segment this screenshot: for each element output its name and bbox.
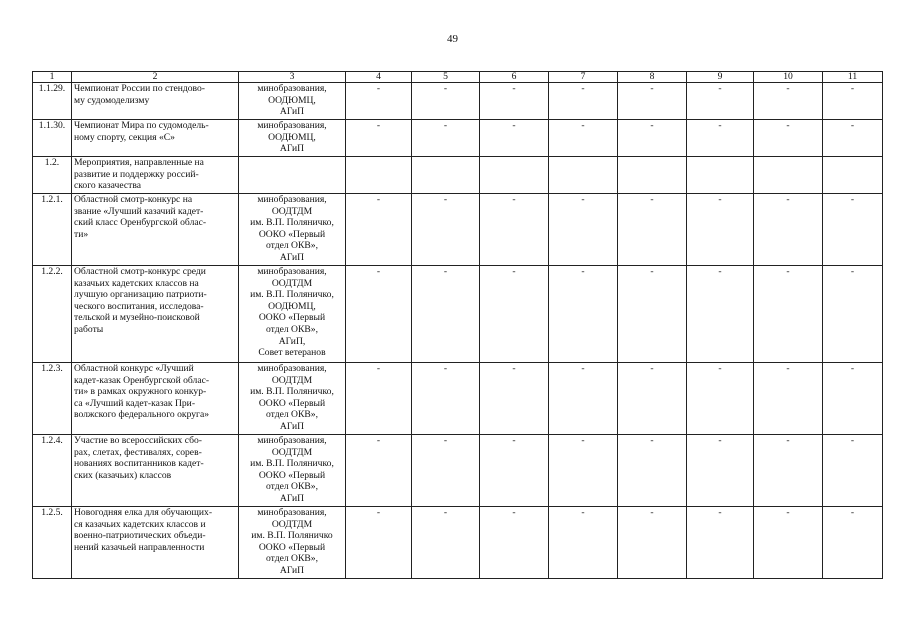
executor-line: ООДЮМЦ, <box>268 300 316 312</box>
funding-cell <box>754 157 823 194</box>
executor-line: отдел ОКВ», <box>266 481 318 493</box>
funding-cell: - <box>823 266 883 363</box>
executors <box>239 435 346 507</box>
executor-line: Совет ветеранов <box>258 347 326 359</box>
funding-cell: - <box>687 435 754 507</box>
funding-cell <box>480 157 549 194</box>
column-header: 1 <box>33 72 72 83</box>
funding-cell: - <box>480 363 549 435</box>
row-number: 1.2.2. <box>33 266 72 363</box>
executor-line: минобразования, <box>257 120 327 131</box>
funding-cell: - <box>346 266 412 363</box>
description-line: Чемпионат Мира по судомодель- <box>74 120 209 131</box>
executor-line: ООКО «Первый <box>258 397 326 409</box>
executor-line: им. В.П. Поляничко, <box>250 217 334 229</box>
column-header: 2 <box>72 72 239 83</box>
description-line: ческого воспитания, исследова- <box>74 300 204 312</box>
executor-line: АГиП <box>279 492 305 504</box>
funding-cell <box>823 157 883 194</box>
funding-cell: - <box>412 266 480 363</box>
description-line: нений казачьей направленности <box>74 541 205 553</box>
header-row <box>33 72 883 83</box>
event-description <box>72 266 239 363</box>
funding-cell: - <box>754 363 823 435</box>
table-row <box>33 266 883 363</box>
description-line: тельской и музейно-поисковой <box>74 312 200 324</box>
funding-cell: - <box>823 120 883 157</box>
funding-cell: - <box>823 435 883 507</box>
funding-cell: - <box>412 507 480 579</box>
description-line: Областной смотр-конкурс среди <box>74 266 206 277</box>
funding-cell: - <box>549 83 618 120</box>
funding-cell: - <box>346 120 412 157</box>
funding-cell: - <box>754 266 823 363</box>
funding-cell: - <box>687 507 754 579</box>
description-line: работы <box>74 323 104 335</box>
row-number: 1.1.29. <box>33 83 72 120</box>
description-line: му судомоделизму <box>74 94 150 106</box>
funding-cell: - <box>687 120 754 157</box>
funding-cell: - <box>346 435 412 507</box>
description-line: Областной смотр-конкурс на <box>74 194 193 205</box>
funding-cell: - <box>754 194 823 266</box>
table-body <box>33 72 883 579</box>
row-number: 1.1.30. <box>33 120 72 157</box>
description-line: казачьих кадетских классов на <box>74 277 199 289</box>
description-line: нованиях воспитанников кадет- <box>74 458 204 470</box>
funding-cell: - <box>480 507 549 579</box>
executor-line: отдел ОКВ», <box>266 409 318 421</box>
funding-cell: - <box>618 120 687 157</box>
funding-cell: - <box>618 363 687 435</box>
row-number: 1.2.1. <box>33 194 72 266</box>
funding-cell: - <box>823 83 883 120</box>
executor-line: минобразования, <box>257 194 327 205</box>
funding-cell: - <box>480 266 549 363</box>
row-number: 1.2. <box>33 157 72 194</box>
description-line: кадет-казак Оренбургской облас- <box>74 374 210 386</box>
funding-cell: - <box>823 507 883 579</box>
description-line: ти» <box>74 228 89 240</box>
row-number: 1.2.3. <box>33 363 72 435</box>
funding-cell <box>412 157 480 194</box>
executors <box>239 83 346 120</box>
executor-line: им. В.П. Поляничко, <box>250 458 334 470</box>
table-row <box>33 194 883 266</box>
column-header: 9 <box>687 72 754 83</box>
description-line: Областной конкурс «Лучший <box>74 363 194 374</box>
funding-cell: - <box>687 83 754 120</box>
funding-cell: - <box>412 120 480 157</box>
description-line: ских (казачьих) классов <box>74 469 172 481</box>
column-header: 3 <box>239 72 346 83</box>
executor-line: ООДТДМ <box>271 277 313 289</box>
funding-cell <box>549 157 618 194</box>
event-description <box>72 435 239 507</box>
table-row <box>33 435 883 507</box>
funding-cell <box>346 157 412 194</box>
description-line: волжского федерального округа» <box>74 409 210 421</box>
description-line: Мероприятия, направленные на <box>74 157 204 168</box>
executor-line: ООДЮМЦ, <box>268 131 316 143</box>
funding-cell <box>618 157 687 194</box>
executor-line: ООКО «Первый <box>258 228 326 240</box>
funding-cell: - <box>687 363 754 435</box>
executor-line: ООДЮМЦ, <box>268 94 316 106</box>
executor-line: минобразования, <box>257 83 327 94</box>
description-line: звание «Лучший казачий кадет- <box>74 205 204 217</box>
funding-cell: - <box>754 435 823 507</box>
funding-cell: - <box>687 266 754 363</box>
description-line: ский класс Оренбургской облас- <box>74 217 207 229</box>
funding-cell: - <box>823 363 883 435</box>
funding-cell: - <box>480 83 549 120</box>
table-row <box>33 363 883 435</box>
executor-line: отдел ОКВ», <box>266 240 318 252</box>
page-number: 49 <box>447 33 458 45</box>
column-header: 7 <box>549 72 618 83</box>
description-line: военно-патриотических объеди- <box>74 530 206 542</box>
event-description <box>72 194 239 266</box>
funding-cell: - <box>480 194 549 266</box>
funding-cell: - <box>618 507 687 579</box>
description-line: ному спорту, секция «С» <box>74 131 175 143</box>
executor-line: ООДТДМ <box>271 205 313 217</box>
executor-line: ООКО «Первый <box>258 312 326 324</box>
funding-cell: - <box>480 435 549 507</box>
funding-cell: - <box>480 120 549 157</box>
executor-line: минобразования, <box>257 435 327 446</box>
event-description <box>72 120 239 157</box>
funding-cell: - <box>549 435 618 507</box>
executors <box>239 507 346 579</box>
executor-line: АГиП <box>279 420 305 432</box>
executor-line: ООКО «Первый <box>258 469 326 481</box>
funding-cell: - <box>412 194 480 266</box>
column-header: 4 <box>346 72 412 83</box>
event-description <box>72 507 239 579</box>
funding-cell: - <box>618 435 687 507</box>
funding-cell: - <box>549 120 618 157</box>
funding-cell: - <box>412 83 480 120</box>
description-line: са «Лучший кадет-казак При- <box>74 397 196 409</box>
funding-cell: - <box>346 194 412 266</box>
table-row <box>33 507 883 579</box>
executor-line: минобразования, <box>257 266 327 277</box>
description-line: Новогодняя елка для обучающих- <box>74 507 213 518</box>
funding-cell: - <box>687 194 754 266</box>
executor-line: ООДТДМ <box>271 374 313 386</box>
executors <box>239 266 346 363</box>
funding-cell: - <box>549 507 618 579</box>
row-number: 1.2.5. <box>33 507 72 579</box>
funding-cell: - <box>549 194 618 266</box>
executor-line: им. В.П. Поляничко, <box>250 289 334 301</box>
description-line: развитие и поддержку россий- <box>74 168 199 180</box>
description-line: Участие во всероссийских сбо- <box>74 435 202 446</box>
funding-cell <box>687 157 754 194</box>
event-description <box>72 363 239 435</box>
funding-cell: - <box>549 363 618 435</box>
executor-line: ООКО «Первый <box>258 541 326 553</box>
funding-cell: - <box>754 83 823 120</box>
executor-line: минобразования, <box>257 507 327 518</box>
funding-cell: - <box>823 194 883 266</box>
executor-line: ООДТДМ <box>271 518 313 530</box>
executor-line: им. В.П. Поляничко, <box>250 386 334 398</box>
executor-line: им. В.П. Поляничко <box>251 530 333 542</box>
executor-line: АГиП, <box>278 335 306 347</box>
table-row <box>33 157 883 194</box>
funding-cell: - <box>618 266 687 363</box>
column-header: 5 <box>412 72 480 83</box>
row-number: 1.2.4. <box>33 435 72 507</box>
column-header: 6 <box>480 72 549 83</box>
funding-cell: - <box>346 83 412 120</box>
column-header: 10 <box>754 72 823 83</box>
funding-cell: - <box>346 507 412 579</box>
executor-line: отдел ОКВ», <box>266 323 318 335</box>
funding-cell: - <box>754 120 823 157</box>
executor-line: АГиП <box>279 564 305 576</box>
funding-cell: - <box>412 435 480 507</box>
executor-line: АГиП <box>279 251 305 263</box>
event-description <box>72 83 239 120</box>
table-row <box>33 83 883 120</box>
executor-line: АГиП <box>279 143 305 155</box>
executor-line: АГиП <box>279 106 305 118</box>
executors <box>239 194 346 266</box>
description-line: рах, слетах, фестивалях, сорев- <box>74 446 202 458</box>
funding-cell: - <box>754 507 823 579</box>
plan-table <box>32 71 883 579</box>
funding-cell: - <box>618 83 687 120</box>
description-line: ти» в рамках окружного конкур- <box>74 386 207 398</box>
funding-cell: - <box>618 194 687 266</box>
executors <box>239 120 346 157</box>
executor-line: ООДТДМ <box>271 446 313 458</box>
column-header: 8 <box>618 72 687 83</box>
column-header: 11 <box>823 72 883 83</box>
executors <box>239 363 346 435</box>
funding-cell: - <box>412 363 480 435</box>
funding-cell: - <box>549 266 618 363</box>
table-row <box>33 120 883 157</box>
description-line: лучшую организацию патриоти- <box>74 289 207 301</box>
description-line: ся казачьих кадетских классов и <box>74 518 206 530</box>
event-description <box>72 157 239 194</box>
executor-line: минобразования, <box>257 363 327 374</box>
description-line: ского казачества <box>74 180 141 192</box>
description-line: Чемпионат России по стендово- <box>74 83 205 94</box>
executors <box>239 157 346 194</box>
funding-cell: - <box>346 363 412 435</box>
executor-line: отдел ОКВ», <box>266 553 318 565</box>
